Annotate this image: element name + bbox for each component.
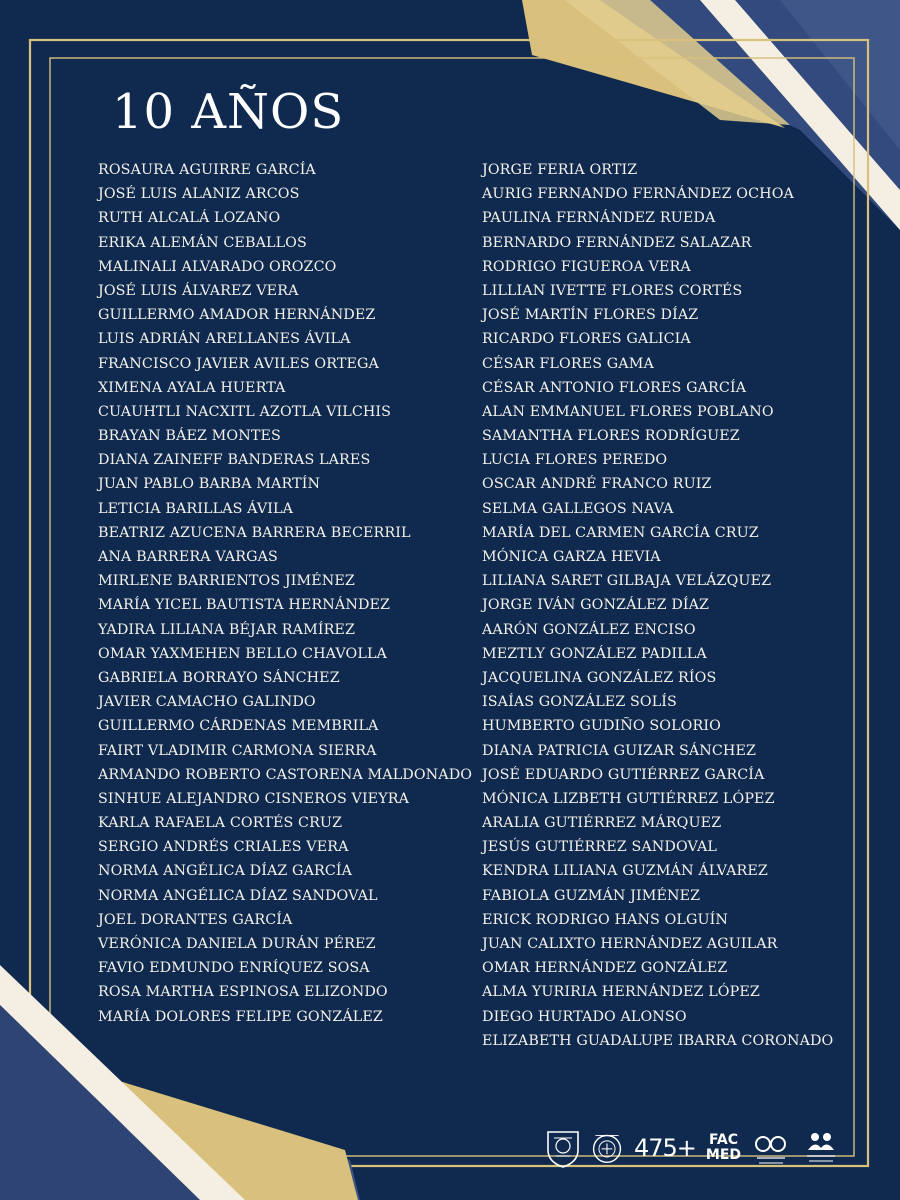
honoree-name: OSCAR ANDRÉ FRANCO RUIZ bbox=[482, 476, 712, 493]
honoree-name: KENDRA LILIANA GUZMÁN ÁLVAREZ bbox=[482, 863, 768, 880]
honoree-name: AURIG FERNANDO FERNÁNDEZ OCHOA bbox=[482, 186, 794, 203]
honoree-name: JUAN PABLO BARBA MARTÍN bbox=[98, 476, 321, 493]
honoree-name: CÉSAR ANTONIO FLORES GARCÍA bbox=[482, 379, 747, 396]
honoree-name: ERIKA ALEMÁN CEBALLOS bbox=[98, 234, 307, 251]
honoree-name: OMAR YAXMEHEN BELLO CHAVOLLA bbox=[98, 645, 387, 662]
honoree-name: GUILLERMO CÁRDENAS MEMBRILA bbox=[98, 718, 379, 735]
honoree-name: VERÓNICA DANIELA DURÁN PÉREZ bbox=[98, 936, 376, 952]
honoree-name: ROSA MARTHA ESPINOSA ELIZONDO bbox=[98, 984, 388, 1001]
honoree-name: MARÍA DEL CARMEN GARCÍA CRUZ bbox=[482, 524, 759, 541]
honoree-name: JOSÉ LUIS ÁLVAREZ VERA bbox=[98, 282, 299, 299]
honoree-name: MÓNICA GARZA HEVIA bbox=[482, 549, 661, 565]
honoree-name: BERNARDO FERNÁNDEZ SALAZAR bbox=[482, 234, 752, 251]
honoree-name: DIEGO HURTADO ALONSO bbox=[482, 1008, 687, 1025]
honoree-name: HUMBERTO GUDIÑO SOLORIO bbox=[482, 718, 721, 735]
logo-strip bbox=[546, 1124, 836, 1172]
facmed-logo bbox=[706, 1133, 741, 1163]
facmed-logo-bottom: MED bbox=[705, 1147, 742, 1163]
honoree-name: MALINALI ALVARADO OROZCO bbox=[98, 258, 337, 275]
honoree-name: LETICIA BARILLAS ÁVILA bbox=[98, 500, 294, 517]
honoree-name: AARÓN GONZÁLEZ ENCISO bbox=[482, 621, 696, 638]
honoree-name: GUILLERMO AMADOR HERNÁNDEZ bbox=[98, 307, 376, 324]
honoree-name: RODRIGO FIGUEROA VERA bbox=[482, 258, 691, 275]
honoree-name: NORMA ANGÉLICA DÍAZ GARCÍA bbox=[98, 863, 353, 880]
honoree-name: YADIRA LILIANA BÉJAR RAMÍREZ bbox=[98, 621, 356, 638]
honoree-name: ARALIA GUTIÉRREZ MÁRQUEZ bbox=[482, 815, 722, 832]
honoree-name: DIANA PATRICIA GUIZAR SÁNCHEZ bbox=[482, 742, 757, 759]
honoree-name: LILIANA SARET GILBAJA VELÁZQUEZ bbox=[482, 573, 772, 590]
honoree-name: MIRLENE BARRIENTOS JIMÉNEZ bbox=[98, 573, 355, 590]
honoree-name: OMAR HERNÁNDEZ GONZÁLEZ bbox=[482, 960, 728, 977]
honoree-name: SELMA GALLEGOS NAVA bbox=[482, 500, 674, 517]
honoree-name: JAVIER CAMACHO GALINDO bbox=[98, 694, 316, 711]
honoree-name: MARÍA YICEL BAUTISTA HERNÁNDEZ bbox=[98, 597, 391, 614]
honoree-name: JOSÉ MARTÍN FLORES DÍAZ bbox=[482, 307, 699, 324]
honoree-name: SINHUE ALEJANDRO CISNEROS VIEYRA bbox=[98, 790, 410, 807]
honoree-name: KARLA RAFAELA CORTÉS CRUZ bbox=[98, 815, 343, 832]
honoree-name: BEATRIZ AZUCENA BARRERA BECERRIL bbox=[98, 524, 411, 541]
faculty-seal-logo bbox=[590, 1128, 624, 1168]
honoree-name: LUCIA FLORES PEREDO bbox=[482, 452, 668, 469]
honoree-name: ALAN EMMANUEL FLORES POBLANO bbox=[482, 403, 774, 420]
honoree-name: JACQUELINA GONZÁLEZ RÍOS bbox=[482, 669, 717, 686]
honoree-name: JOEL DORANTES GARCÍA bbox=[98, 911, 293, 928]
honoree-name: MÓNICA LIZBETH GUTIÉRREZ LÓPEZ bbox=[482, 790, 775, 807]
honoree-name: FRANCISCO JAVIER AVILES ORTEGA bbox=[98, 355, 379, 372]
honoree-name: JORGE FERIA ORTIZ bbox=[482, 162, 638, 178]
honoree-name: ERICK RODRIGO HANS OLGUÍN bbox=[482, 911, 729, 928]
community-services-logo bbox=[801, 1127, 841, 1169]
anniversary-475-logo: 475+ bbox=[634, 1134, 696, 1162]
names-column-right bbox=[482, 158, 833, 1053]
honoree-name: JOSÉ LUIS ALANIZ ARCOS bbox=[98, 186, 300, 203]
honoree-name: DIANA ZAINEFF BANDERAS LARES bbox=[98, 452, 371, 469]
honoree-name: ELIZABETH GUADALUPE IBARRA CORONADO bbox=[482, 1032, 834, 1049]
honoree-name: FABIOLA GUZMÁN JIMÉNEZ bbox=[482, 887, 701, 904]
honoree-name: NORMA ANGÉLICA DÍAZ SANDOVAL bbox=[98, 887, 378, 904]
facmed-logo-top: FAC bbox=[708, 1132, 739, 1148]
honoree-name: SERGIO ANDRÉS CRIALES VERA bbox=[98, 839, 349, 856]
honoree-name: GABRIELA BORRAYO SÁNCHEZ bbox=[98, 669, 340, 686]
honoree-name: JORGE IVÁN GONZÁLEZ DÍAZ bbox=[482, 597, 710, 614]
honoree-name: LUIS ADRIÁN ARELLANES ÁVILA bbox=[98, 331, 351, 348]
names-column-left bbox=[98, 158, 472, 1029]
honoree-name: CÉSAR FLORES GAMA bbox=[482, 355, 654, 372]
honoree-name: FAIRT VLADIMIR CARMONA SIERRA bbox=[98, 742, 377, 759]
unam-seal-logo bbox=[546, 1128, 580, 1168]
honoree-name: XIMENA AYALA HUERTA bbox=[98, 379, 286, 396]
honoree-name: MEZTLY GONZÁLEZ PADILLA bbox=[482, 645, 707, 662]
communication-coordination-logo bbox=[751, 1127, 791, 1169]
honoree-name: ALMA YURIRIA HERNÁNDEZ LÓPEZ bbox=[482, 984, 760, 1001]
honoree-name: LILLIAN IVETTE FLORES CORTÉS bbox=[482, 282, 743, 299]
honoree-name: ANA BARRERA VARGAS bbox=[98, 549, 278, 565]
honoree-name: RUTH ALCALÁ LOZANO bbox=[98, 210, 281, 227]
honoree-name: JESÚS GUTIÉRREZ SANDOVAL bbox=[482, 839, 718, 856]
honoree-name: JUAN CALIXTO HERNÁNDEZ AGUILAR bbox=[482, 936, 778, 952]
honoree-name: MARÍA DOLORES FELIPE GONZÁLEZ bbox=[98, 1008, 383, 1025]
honoree-name: JOSÉ EDUARDO GUTIÉRREZ GARCÍA bbox=[482, 766, 765, 783]
honoree-name: FAVIO EDMUNDO ENRÍQUEZ SOSA bbox=[98, 960, 370, 977]
honoree-name: RICARDO FLORES GALICIA bbox=[482, 331, 691, 348]
honoree-name: CUAUHTLI NACXITL AZOTLA VILCHIS bbox=[98, 403, 392, 420]
honoree-name: ROSAURA AGUIRRE GARCÍA bbox=[98, 162, 316, 178]
honoree-name: SAMANTHA FLORES RODRÍGUEZ bbox=[482, 428, 740, 445]
honoree-name: ISAÍAS GONZÁLEZ SOLÍS bbox=[482, 694, 677, 711]
honoree-name: ARMANDO ROBERTO CASTORENA MALDONADO bbox=[98, 766, 473, 783]
honoree-name: BRAYAN BÁEZ MONTES bbox=[98, 428, 281, 445]
page-title: 10 AÑOS bbox=[112, 84, 345, 140]
honoree-name: PAULINA FERNÁNDEZ RUEDA bbox=[482, 210, 716, 227]
